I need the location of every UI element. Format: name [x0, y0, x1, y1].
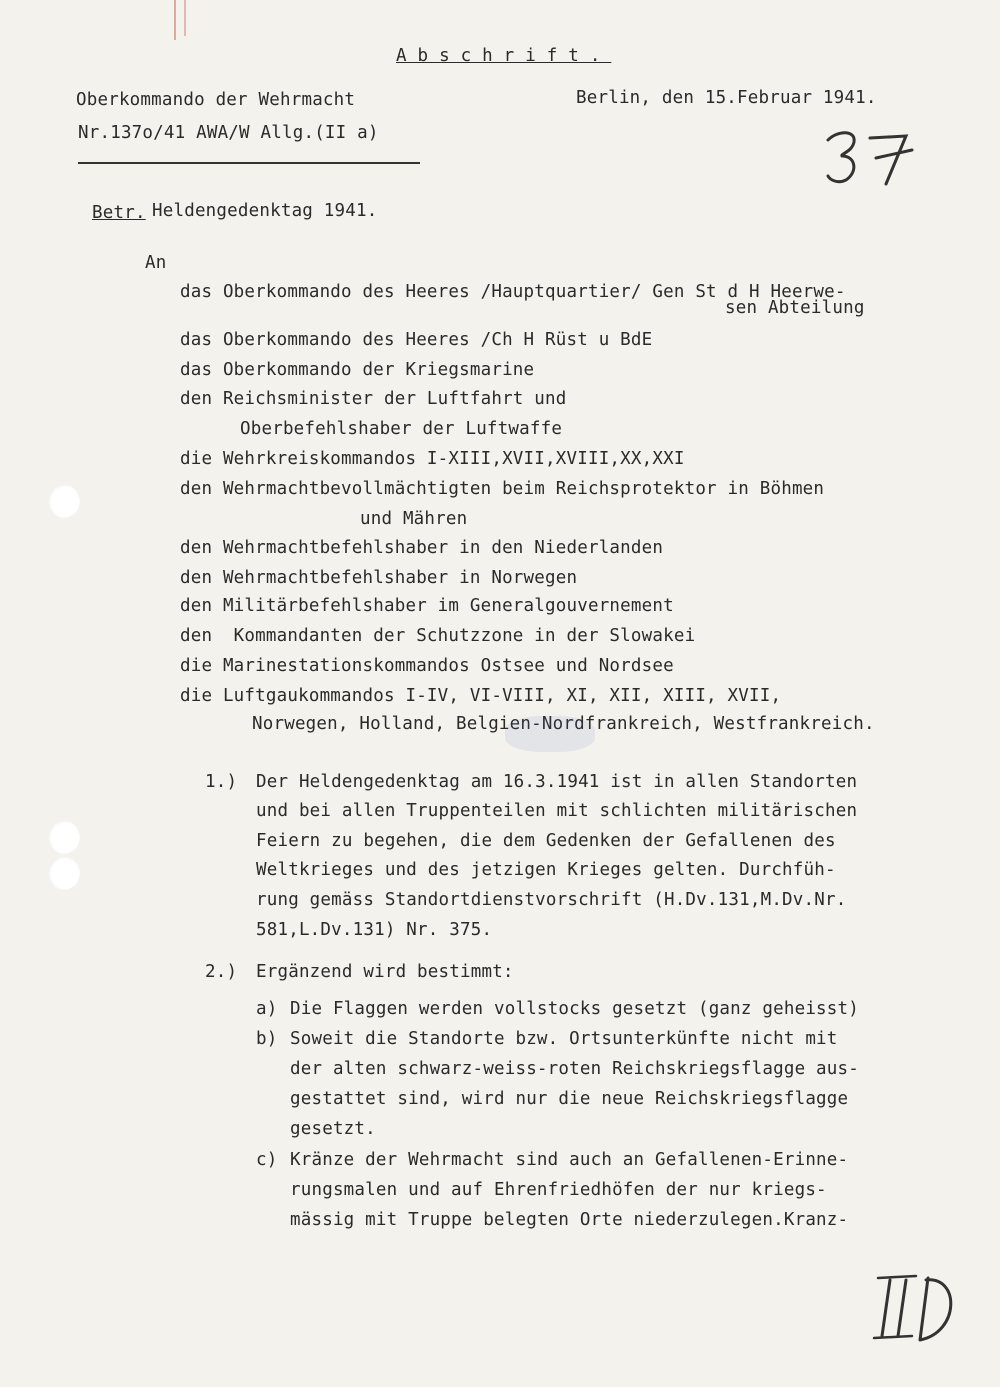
- point-1-number: 1.): [205, 772, 238, 792]
- item-a-line: Die Flaggen werden vollstocks gesetzt (ganz geheisst): [290, 999, 860, 1019]
- recipient-line: und Mähren: [360, 509, 468, 529]
- recipient-line: den Kommandanten der Schutzzone in der Slowakei: [180, 626, 696, 646]
- item-c-line: mässig mit Truppe belegten Orte niederzulegen.Kranz-: [290, 1210, 849, 1230]
- document-title: Abschrift.: [396, 46, 612, 66]
- punch-hole: [48, 856, 80, 890]
- recipient-line: den Wehrmachtbefehlshaber in den Niederlanden: [180, 538, 664, 558]
- paper-crease-mark: [184, 0, 186, 36]
- point-1-line: Weltkrieges und des jetzigen Krieges gelten. Durchfüh-: [256, 860, 836, 880]
- sender-line-2: Nr.137o/41 AWA/W Allg.(II a): [78, 123, 379, 143]
- point-1-line: und bei allen Truppenteilen mit schlichten militärischen: [256, 801, 858, 821]
- punch-hole: [48, 484, 80, 518]
- recipient-line: Norwegen, Holland, Belgien-Nordfrankreich, Westfrankreich.: [252, 714, 875, 734]
- item-c-line: Kränze der Wehrmacht sind auch an Gefallenen-Erinne-: [290, 1150, 849, 1170]
- subject-label: Betr.: [92, 203, 146, 223]
- stamp-bleed-through: [505, 716, 595, 752]
- point-2-intro: Ergänzend wird bestimmt:: [256, 962, 514, 982]
- sender-line-1: Oberkommando der Wehrmacht: [76, 90, 356, 110]
- recipient-line: das Oberkommando des Heeres /Hauptquartier/ Gen St d H Heerwe-: [180, 282, 846, 302]
- point-1-line: Feiern zu begehen, die dem Gedenken der Gefallenen des: [256, 831, 836, 851]
- item-b-line: der alten schwarz-weiss-roten Reichskriegsflagge aus-: [290, 1059, 860, 1079]
- handwritten-initials: [868, 1268, 968, 1348]
- recipient-line: die Marinestationskommandos Ostsee und Nordsee: [180, 656, 674, 676]
- item-c-line: rungsmalen und auf Ehrenfriedhöfen der nur kriegs-: [290, 1180, 827, 1200]
- header-rule: [78, 162, 420, 164]
- recipient-line: die Luftgaukommandos I-IV, VI-VIII, XI, XII, XIII, XVII,: [180, 686, 782, 706]
- point-1-line: 581,L.Dv.131) Nr. 375.: [256, 920, 493, 940]
- recipient-line: sen Abteilung: [725, 298, 865, 318]
- item-a-letter: a): [256, 999, 278, 1019]
- salutation: An: [145, 253, 167, 273]
- point-2-number: 2.): [205, 962, 238, 982]
- handwritten-page-number: [820, 122, 930, 190]
- item-b-line: gestattet sind, wird nur die neue Reichskriegsflagge: [290, 1089, 849, 1109]
- subject-text: Heldengedenktag 1941.: [152, 201, 378, 221]
- item-b-line: Soweit die Standorte bzw. Ortsunterkünfte nicht mit: [290, 1029, 838, 1049]
- recipient-line: den Wehrmachtbefehlshaber in Norwegen: [180, 568, 578, 588]
- date-line: Berlin, den 15.Februar 1941.: [576, 88, 877, 108]
- recipient-line: Oberbefehlshaber der Luftwaffe: [240, 419, 563, 439]
- punch-hole: [48, 820, 80, 854]
- recipient-line: das Oberkommando des Heeres /Ch H Rüst u BdE: [180, 330, 653, 350]
- recipient-line: den Wehrmachtbevollmächtigten beim Reichsprotektor in Böhmen: [180, 479, 825, 499]
- point-1-line: rung gemäss Standortdienstvorschrift (H.Dv.131,M.Dv.Nr.: [256, 890, 847, 910]
- paper-crease-mark: [174, 0, 176, 40]
- recipient-line: das Oberkommando der Kriegsmarine: [180, 360, 535, 380]
- recipient-line: die Wehrkreiskommandos I-XIII,XVII,XVIII,XX,XXI: [180, 449, 685, 469]
- recipient-line: den Militärbefehlshaber im Generalgouvernement: [180, 596, 674, 616]
- item-b-letter: b): [256, 1029, 278, 1049]
- item-c-letter: c): [256, 1150, 278, 1170]
- item-b-line: gesetzt.: [290, 1119, 376, 1139]
- recipient-line: den Reichsminister der Luftfahrt und: [180, 389, 567, 409]
- point-1-line: Der Heldengedenktag am 16.3.1941 ist in allen Standorten: [256, 772, 858, 792]
